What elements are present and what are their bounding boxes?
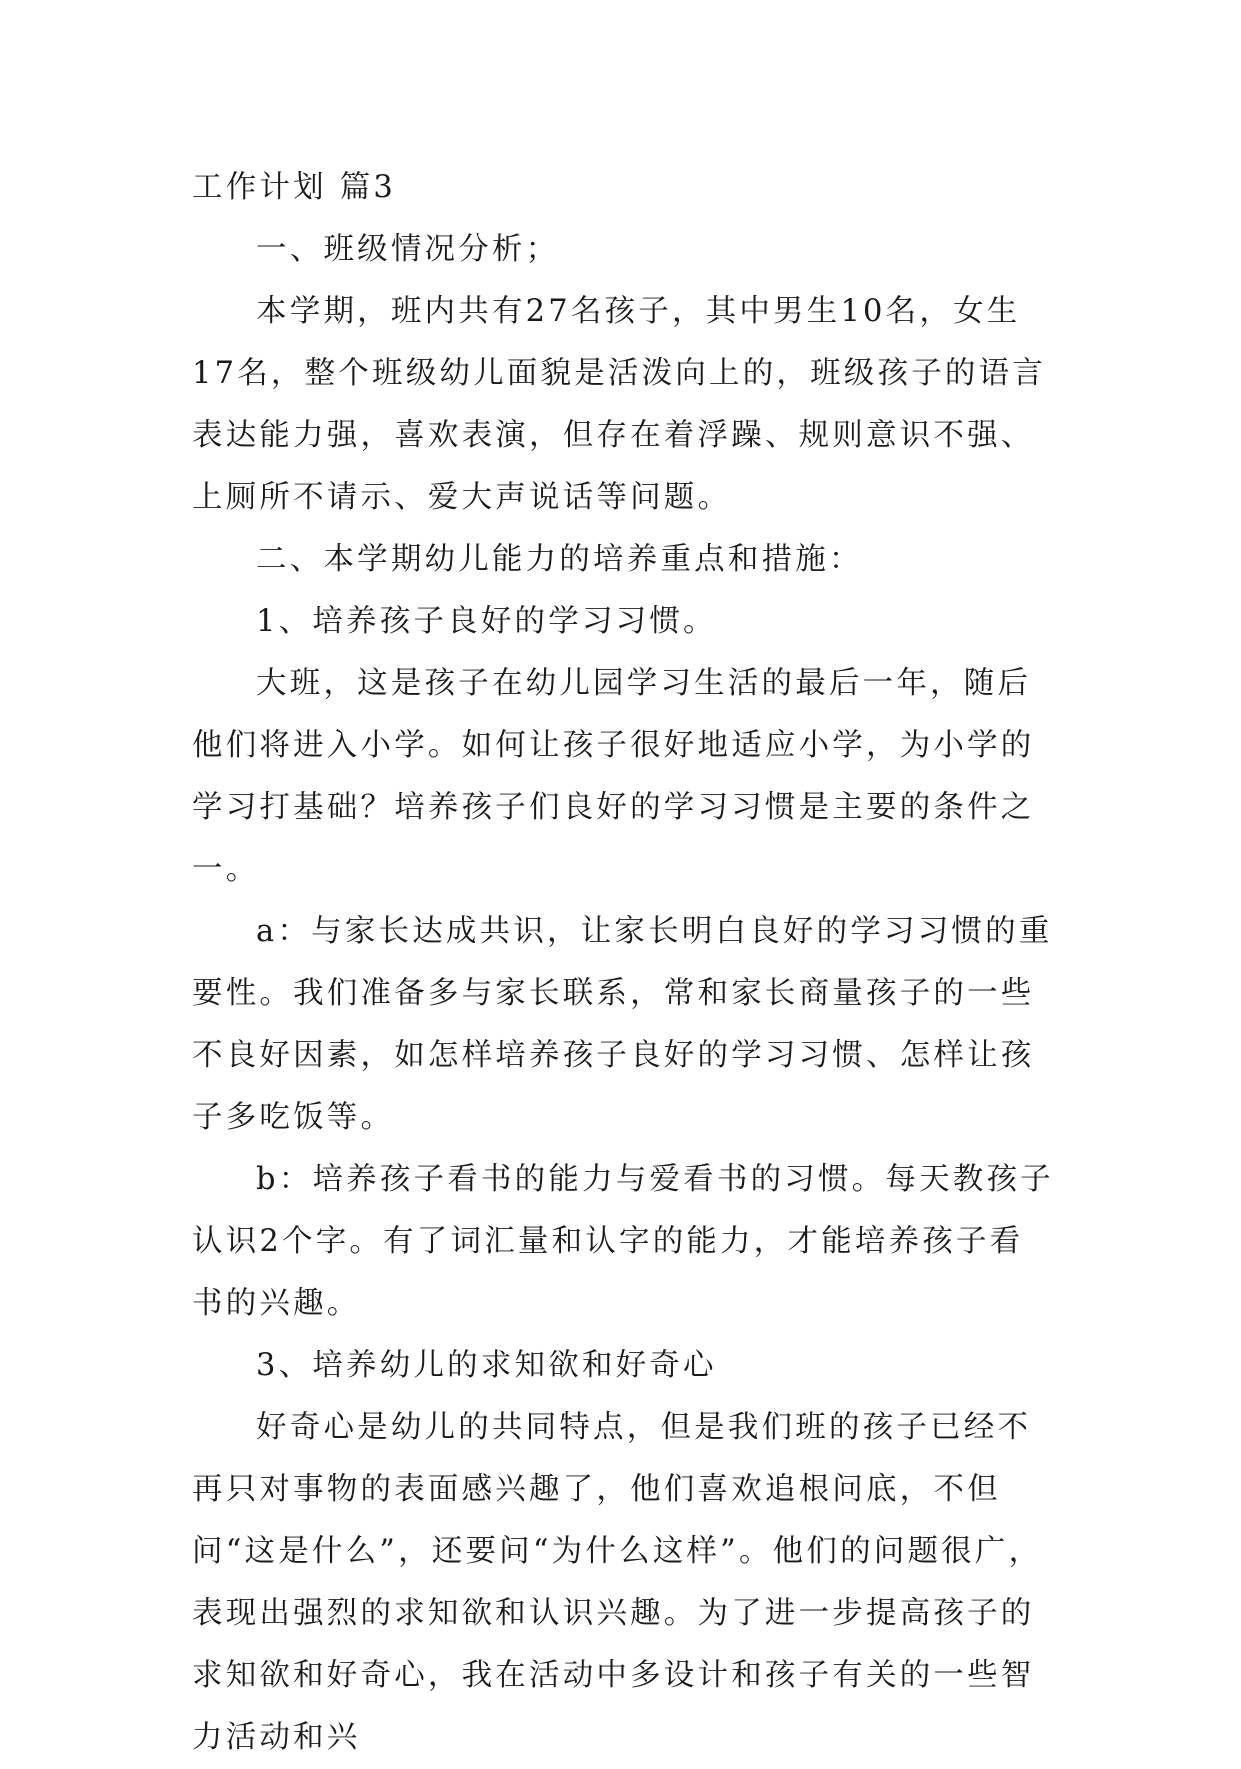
- paragraph-item-b: b：培养孩子看书的能力与爱看书的习惯。每天教孩子认识2个字。有了词汇量和认字的能力，才能培养孩子看书的兴趣。: [192, 1162, 1054, 1321]
- paragraph-curiosity: 好奇心是幼儿的共同特点，但是我们班的孩子已经不再只对事物的表面感兴趣了，他们喜欢追根问底，不但问“这是什么”，还要问“为什么这样”。他们的问题很广，表现出强烈的求知欲和认识兴趣。为了进一步提高孩子的求知欲和好奇心，我在活动中多设计和孩子有关的一些智力活动和兴: [192, 1410, 1043, 1755]
- document-body: [192, 157, 1056, 1769]
- paragraph-item-a: a：与家长达成共识，让家长明白良好的学习习惯的重要性。我们准备多与家长联系，常和家长商量孩子的一些不良好因素，如怎样培养孩子良好的学习习惯、怎样让孩子多吃饭等。: [192, 914, 1053, 1135]
- section-heading-training-focus: 二、本学期幼儿能力的培养重点和措施：: [256, 542, 863, 577]
- subheading-curiosity: 3、培养幼儿的求知欲和好奇心: [256, 1348, 717, 1383]
- paragraph-study-habits: 大班，这是孩子在幼儿园学习生活的最后一年，随后他们将进入小学。如何让孩子很好地适应小学，为小学的学习打基础？培养孩子们良好的学习习惯是主要的条件之一。: [192, 666, 1035, 887]
- subheading-study-habits: 1、培养孩子良好的学习习惯。: [256, 604, 717, 639]
- section-heading-class-analysis: 一、班级情况分析；: [256, 232, 560, 267]
- paragraph-class-overview: 本学期，班内共有27名孩子，其中男生10名，女生17名，整个班级幼儿面貌是活泼向上的，班级孩子的语言表达能力强，喜欢表演，但存在着浮躁、规则意识不强、上厕所不请示、爱大声说话等问题。: [192, 294, 1047, 515]
- document-title: 工作计划 篇3: [192, 170, 396, 205]
